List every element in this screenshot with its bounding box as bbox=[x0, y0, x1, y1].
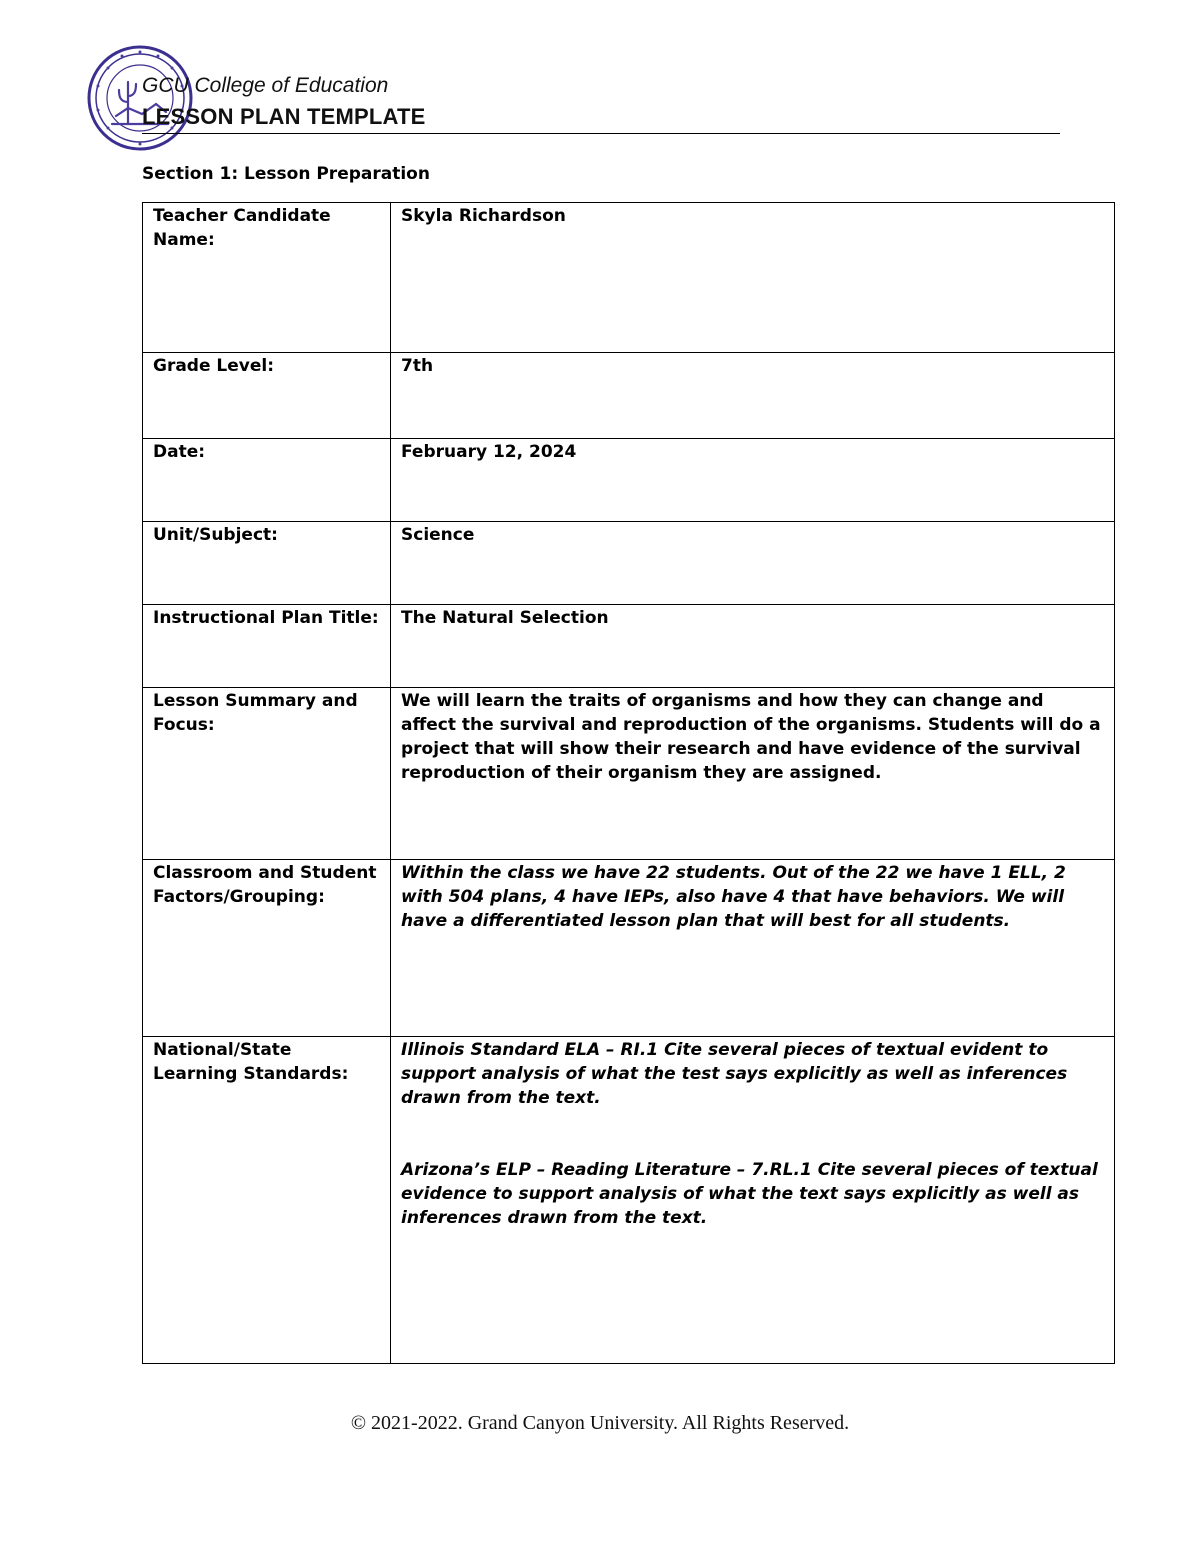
row-label: Teacher Candidate Name: bbox=[143, 203, 391, 353]
row-label: Classroom and Student Factors/Grouping: bbox=[143, 860, 391, 1037]
row-label: Date: bbox=[143, 439, 391, 522]
table-row bbox=[143, 605, 1115, 688]
document-header bbox=[86, 44, 1061, 152]
lesson-summary-value: We will learn the traits of organisms and how they can change and affect the survival and reproduction of the organisms. Students will do a project that will show their research and have evidence of the survival reproduction of their organism they are assigned. bbox=[391, 688, 1115, 860]
classroom-factors-value: Within the class we have 22 students. Out of the 22 we have 1 ELL, 2 with 504 plans, 4 have IEPs, also have 4 that have behaviors. We will have a differentiated lesson plan that will best for all students. bbox=[391, 860, 1115, 1037]
table-row bbox=[143, 522, 1115, 605]
copyright-footer: © 2021-2022. Grand Canyon University. All Rights Reserved. bbox=[350, 1412, 850, 1434]
row-label: Grade Level: bbox=[143, 353, 391, 439]
date-value: February 12, 2024 bbox=[391, 439, 1115, 522]
arizona-standard: Arizona’s ELP – Reading Literature – 7.RL.1 Cite several pieces of textual evidence to support analysis of what the text says explicitly as well as inferences drawn from the text. bbox=[401, 1160, 1098, 1228]
header-divider bbox=[142, 133, 1060, 134]
table-row bbox=[143, 353, 1115, 439]
university-seal-logo bbox=[86, 44, 194, 152]
table-row bbox=[143, 860, 1115, 1037]
row-label: Instructional Plan Title: bbox=[143, 605, 391, 688]
table-row bbox=[143, 688, 1115, 860]
learning-standards-value bbox=[391, 1037, 1115, 1364]
unit-subject-value: Science bbox=[391, 522, 1115, 605]
table-row bbox=[143, 439, 1115, 522]
table-row bbox=[143, 203, 1115, 353]
illinois-standard: Illinois Standard ELA – RI.1 Cite several pieces of textual evident to support analysis of what the test says explicitly as well as inferences drawn from the text. bbox=[401, 1040, 1068, 1108]
row-label: Lesson Summary and Focus: bbox=[143, 688, 391, 860]
plan-title-value: The Natural Selection bbox=[391, 605, 1115, 688]
table-row bbox=[143, 1037, 1115, 1364]
row-label: Unit/Subject: bbox=[143, 522, 391, 605]
grade-level-value: 7th bbox=[391, 353, 1115, 439]
college-name: GCU College of Education bbox=[142, 74, 389, 97]
section-title: Section 1: Lesson Preparation bbox=[142, 164, 430, 184]
row-label: National/State Learning Standards: bbox=[143, 1037, 391, 1364]
template-title: LESSON PLAN TEMPLATE bbox=[142, 104, 426, 129]
lesson-preparation-table bbox=[142, 202, 1115, 1364]
teacher-name-value: Skyla Richardson bbox=[391, 203, 1115, 353]
